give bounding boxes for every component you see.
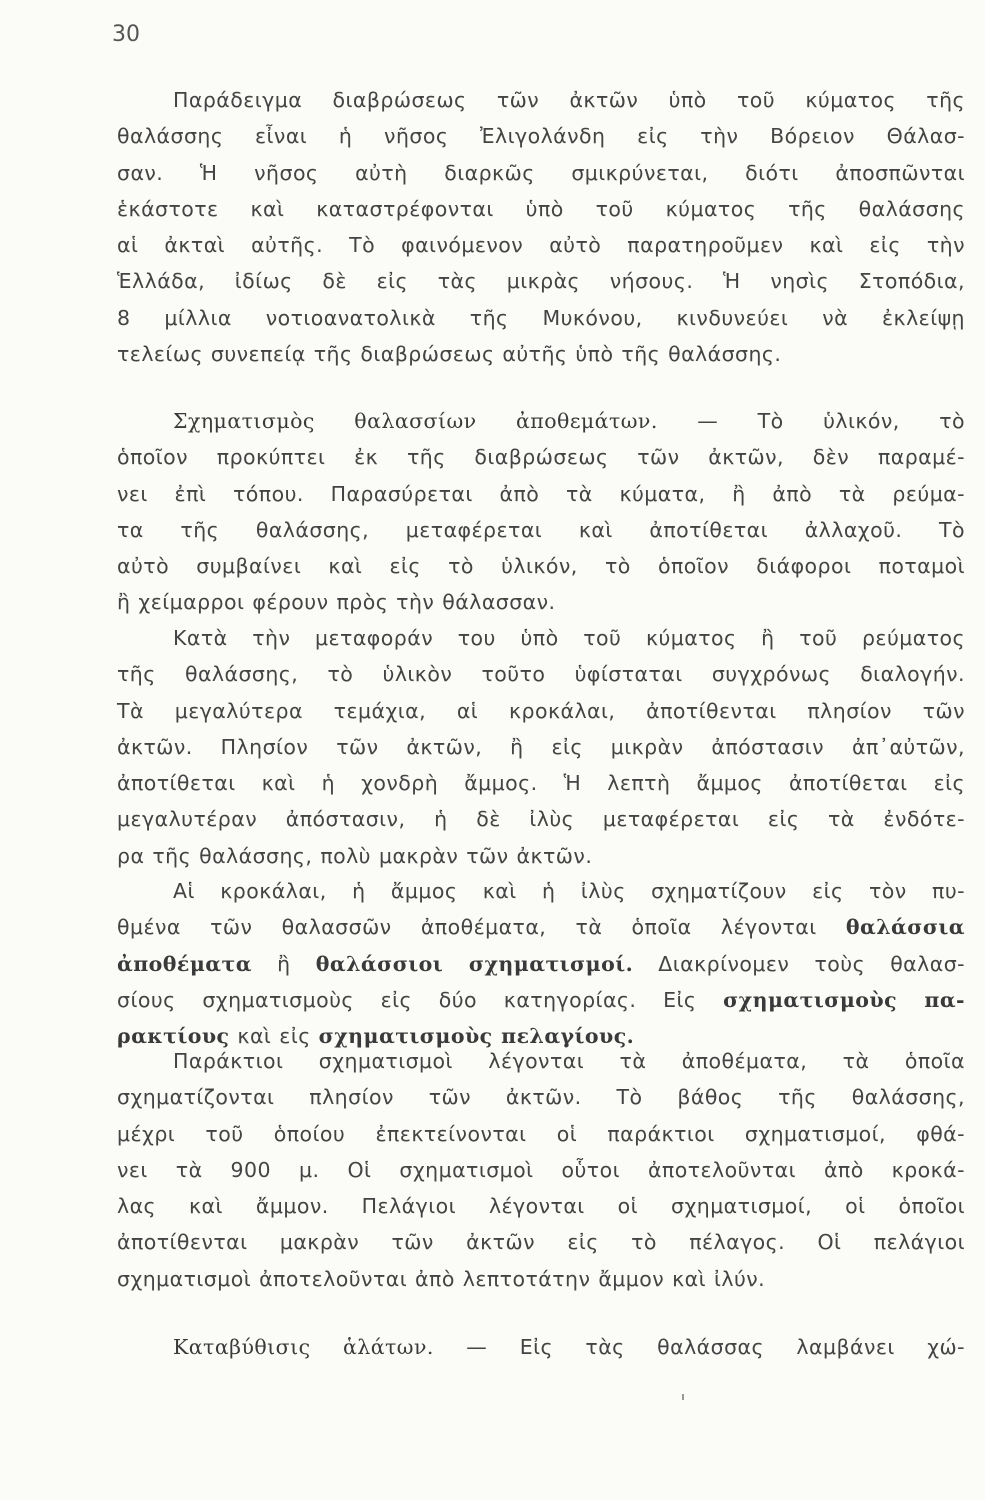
page-number: 30 [112, 22, 140, 47]
text-line: θαλάσσης εἶναι ἡ νῆσος Ἐλιγολάνδη εἰς τὴν Βόρειον Θάλασ- [117, 124, 965, 149]
text-line: Παράδειγμα διαβρώσεως τῶν ἀκτῶν ὑπὸ τοῦ κύματος τῆς [173, 88, 965, 112]
text-line [117, 982, 965, 1018]
text-line: αἱ ἀκταὶ αὐτῆς. Τὸ φαινόμενον αὐτὸ παρατηροῦμεν καὶ εἰς τὴν [117, 233, 965, 258]
text-run: σίους σχηματισμοὺς εἰς δύο κατηγορίας. Εἰς [117, 987, 724, 1012]
text-line: σαν. Ἡ νῆσος αὐτὴ διαρκῶς σμικρύνεται, διότι ἀποσπῶνται [117, 160, 965, 185]
paragraph-sorting [117, 620, 965, 874]
text-line: τῆς θαλάσσης, τὸ ὑλικὸν τοῦτο ὑφίσταται συγχρόνως διαλογήν. [117, 662, 965, 687]
text-line: Αἱ κροκάλαι, ἡ ἄμμος καὶ ἡ ἰλὺς σχηματίζουν εἰς τὸν πυ- [173, 879, 965, 903]
text-line: ὁποῖον προκύπτει ἐκ τῆς διαβρώσεως τῶν ἀκτῶν, δὲν παραμέ- [117, 445, 965, 470]
text-run: Διακρίνομεν τοὺς θαλασ- [633, 951, 965, 976]
text-line: τελείως συνεπείᾳ τῆς διαβρώσεως αὐτῆς ὑπὸ τῆς θαλάσσης. [117, 342, 782, 367]
text-line [117, 946, 965, 982]
text-line: αὐτὸ συμβαίνει καὶ εἰς τὸ ὑλικόν, τὸ ὁποῖον διάφοροι ποταμοὶ [117, 554, 965, 579]
text-line: μεγαλυτέραν ἀπόστασιν, ἡ δὲ ἰλὺς μεταφέρεται εἰς τὰ ἐνδότε- [117, 807, 965, 832]
text-line: ρα τῆς θαλάσσης, πολὺ μακρὰν τῶν ἀκτῶν. [117, 843, 593, 868]
paragraph-erosion-example [117, 82, 965, 372]
text-run: θμένα τῶν θαλασσῶν ἀποθέματα, τὰ ὁποῖα λέγονται [117, 915, 846, 940]
text-line: ἑκάστοτε καὶ καταστρέφονται ὑπὸ τοῦ κύματος τῆς θαλάσσης [117, 196, 965, 221]
term-sea-formations: θαλάσσιοι σχηματισμοί. [315, 951, 634, 976]
text-line: μέχρι τοῦ ὁποίου ἐπεκτείνονται οἱ παράκτιοι σχηματισμοί, φθά- [117, 1121, 965, 1146]
text-line: νει τὰ 900 μ. Οἱ σχηματισμοὶ οὗτοι ἀποτελοῦνται ἀπὸ κροκά- [117, 1157, 965, 1182]
paragraph-sea-formations [117, 873, 965, 1054]
term-deposits: ἀποθέματα [117, 951, 252, 976]
heading-continuation: — Εἰς τὰς θαλάσσας λαμβάνει χώ- [433, 1335, 965, 1359]
heading-continuation: — Τὸ ὑλικόν, τὸ [657, 409, 965, 433]
text-line: σχηματίζονται πλησίον τῶν ἀκτῶν. Τὸ βάθος τῆς θαλάσσης, [117, 1085, 965, 1110]
text-line: Κατὰ τὴν μεταφοράν του ὑπὸ τοῦ κύματος ἢ τοῦ ρεύματος [173, 626, 965, 650]
text-line: σχηματισμοὶ ἀποτελοῦνται ἀπὸ λεπτοτάτην ἄμμον καὶ ἰλύν. [117, 1266, 766, 1291]
text-line [117, 909, 965, 945]
term-sea-deposits: θαλάσσια [845, 915, 965, 940]
text-line: ἀποτίθενται μακρὰν τῶν ἀκτῶν εἰς τὸ πέλαγος. Οἱ πελάγιοι [117, 1230, 965, 1255]
paragraph-coastal-pelagic [117, 1043, 965, 1297]
text-line: Τὰ μεγαλύτερα τεμάχια, αἱ κροκάλαι, ἀποτίθενται πλησίον τῶν [117, 698, 965, 723]
term-coastal-formations: σχηματισμοὺς πα- [723, 987, 965, 1012]
text-line: ἀποτίθεται καὶ ἡ χονδρὴ ἄμμος. Ἡ λεπτὴ ἄμμος ἀποτίθεται εἰς [117, 771, 965, 796]
term-coastal-continued: ρακτίους [117, 1024, 230, 1049]
section-heading-line [117, 403, 965, 439]
text-line: νει ἐπὶ τόπου. Παρασύρεται ἀπὸ τὰ κύματα, ἢ ἀπὸ τὰ ρεύμα- [117, 481, 965, 506]
term-pelagic-formations: σχηματισμοὺς πελαγίους. [318, 1024, 635, 1049]
text-run: ἢ [252, 951, 316, 976]
text-line: 8 μίλλια νοτιοανατολικὰ τῆς Μυκόνου, κινδυνεύει νὰ ἐκλείψῃ [117, 305, 965, 330]
text-line: τα τῆς θαλάσσης, μεταφέρεται καὶ ἀποτίθεται ἀλλαχοῦ. Τὸ [117, 517, 965, 542]
section-heading: Σχηματισμὸς θαλασσίων ἀποθεμάτων. [173, 409, 658, 433]
text-line: Παράκτιοι σχηματισμοὶ λέγονται τὰ ἀποθέματα, τὰ ὁποῖα [173, 1049, 965, 1073]
text-line: Ἑλλάδα, ἰδίως δὲ εἰς τὰς μικρὰς νήσους. Ἡ νησὶς Στοπόδια, [117, 269, 965, 294]
section-heading: Καταβύθισις ἁλάτων. [173, 1335, 434, 1359]
text-run: καὶ εἰς [229, 1024, 319, 1049]
print-mark [682, 1394, 684, 1400]
paragraph-sea-deposits-formation [117, 403, 965, 621]
section-heading-line-salts [117, 1329, 965, 1365]
text-line: λας καὶ ἄμμον. Πελάγιοι λέγονται οἱ σχηματισμοί, οἱ ὁποῖοι [117, 1194, 965, 1219]
text-line: ἀκτῶν. Πλησίον τῶν ἀκτῶν, ἢ εἰς μικρὰν ἀπόστασιν ἀπ᾽αὐτῶν, [117, 734, 965, 759]
text-line: ἢ χείμαρροι φέρουν πρὸς τὴν θάλασσαν. [117, 590, 556, 615]
